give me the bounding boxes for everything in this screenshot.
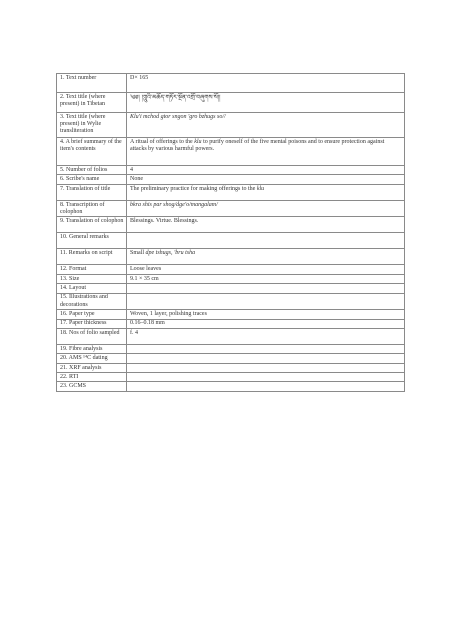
table-row: [57, 363, 405, 372]
row-value: [127, 293, 405, 310]
table-row: [57, 328, 405, 344]
row-value: [127, 184, 405, 200]
row-label: 21. XRF analysis: [57, 363, 127, 372]
row-value: Woven, 1 layer, polishing traces: [127, 310, 405, 319]
row-label: 2. Text title (where present) in Tibetan: [57, 93, 127, 113]
row-value: 9.1 × 35 cm: [127, 274, 405, 283]
row-label: 13. Size: [57, 274, 127, 283]
table-row: [57, 138, 405, 166]
row-value: [127, 233, 405, 249]
row-label: 12. Format: [57, 265, 127, 274]
value-text: to purify oneself of the five mental poisons and to ensure protection against attacks by various harmful powers.: [130, 138, 385, 152]
table-row: [57, 354, 405, 363]
manuscript-metadata-table: [56, 73, 405, 392]
row-label: 9. Translation of colophon: [57, 217, 127, 233]
row-value: None: [127, 175, 405, 184]
row-label: 11. Remarks on script: [57, 249, 127, 265]
row-label: 4. A brief summary of the item's contents: [57, 138, 127, 166]
tibetan-title: ༄༅། །ཀླུའི་མཆོད་གཏོར་སྔོན་འགྲོ་བཞུགས་སོ།།: [127, 93, 405, 113]
table-row: [57, 233, 405, 249]
table-row: [57, 265, 405, 274]
row-value: [127, 354, 405, 363]
row-label: 20. AMS ¹⁴C dating: [57, 354, 127, 363]
value-text: The preliminary practice for making offerings to the: [130, 185, 257, 192]
row-value: 0.16–0.18 mm: [127, 319, 405, 328]
row-value: D× 165: [127, 74, 405, 93]
row-value: Blessings. Virtue. Blessings.: [127, 217, 405, 233]
value-text: A ritual of offerings to the: [130, 138, 195, 145]
row-label: 19. Fibre analysis: [57, 344, 127, 353]
table-row: [57, 113, 405, 138]
row-label: 15. Illustrations and decorations: [57, 293, 127, 310]
row-label: 1. Text number: [57, 74, 127, 93]
row-value: [127, 363, 405, 372]
row-label: 3. Text title (where present) in Wylie transliteration: [57, 113, 127, 138]
table-row: [57, 344, 405, 353]
table-row: [57, 200, 405, 217]
row-value: bkra shis par shog/dge'o/mangalam/: [127, 200, 405, 217]
row-label: 14. Layout: [57, 284, 127, 293]
row-label: 7. Translation of title: [57, 184, 127, 200]
row-value: [127, 138, 405, 166]
table-row: [57, 274, 405, 283]
row-value: [127, 373, 405, 382]
value-italic: dpe tshugs, 'bru tsha: [145, 250, 196, 257]
row-value: [127, 344, 405, 353]
table-row: [57, 373, 405, 382]
row-label: 16. Paper type: [57, 310, 127, 319]
row-label: 10. General remarks: [57, 233, 127, 249]
value-italic: klu: [194, 138, 202, 145]
row-label: 8. Transcription of colophon: [57, 200, 127, 217]
table-row: [57, 284, 405, 293]
row-label: 5. Number of folios: [57, 166, 127, 175]
row-label: 22. RTI: [57, 373, 127, 382]
value-italic: klu: [256, 185, 265, 192]
row-label: 23. GCMS: [57, 382, 127, 391]
row-label: 6. Scribe's name: [57, 175, 127, 184]
row-label: 17. Paper thickness: [57, 319, 127, 328]
row-value: Loose leaves: [127, 265, 405, 274]
row-value: [127, 284, 405, 293]
table-row: [57, 249, 405, 265]
table-row: [57, 217, 405, 233]
table-row: [57, 166, 405, 175]
table-row: [57, 184, 405, 200]
row-value: [127, 382, 405, 391]
table-row: [57, 382, 405, 391]
row-value: [127, 249, 405, 265]
wylie-title: Klu'i mchod gtor sngon 'gro bzhugs so//: [127, 113, 405, 138]
table-row: [57, 175, 405, 184]
row-value: f. 4: [127, 328, 405, 344]
value-text: Small: [130, 250, 146, 257]
table-row: [57, 319, 405, 328]
table-row: [57, 93, 405, 113]
row-label: 18. Nos of folio sampled: [57, 328, 127, 344]
table-row: [57, 310, 405, 319]
row-value: 4: [127, 166, 405, 175]
table-row: [57, 293, 405, 310]
table-row: [57, 74, 405, 93]
